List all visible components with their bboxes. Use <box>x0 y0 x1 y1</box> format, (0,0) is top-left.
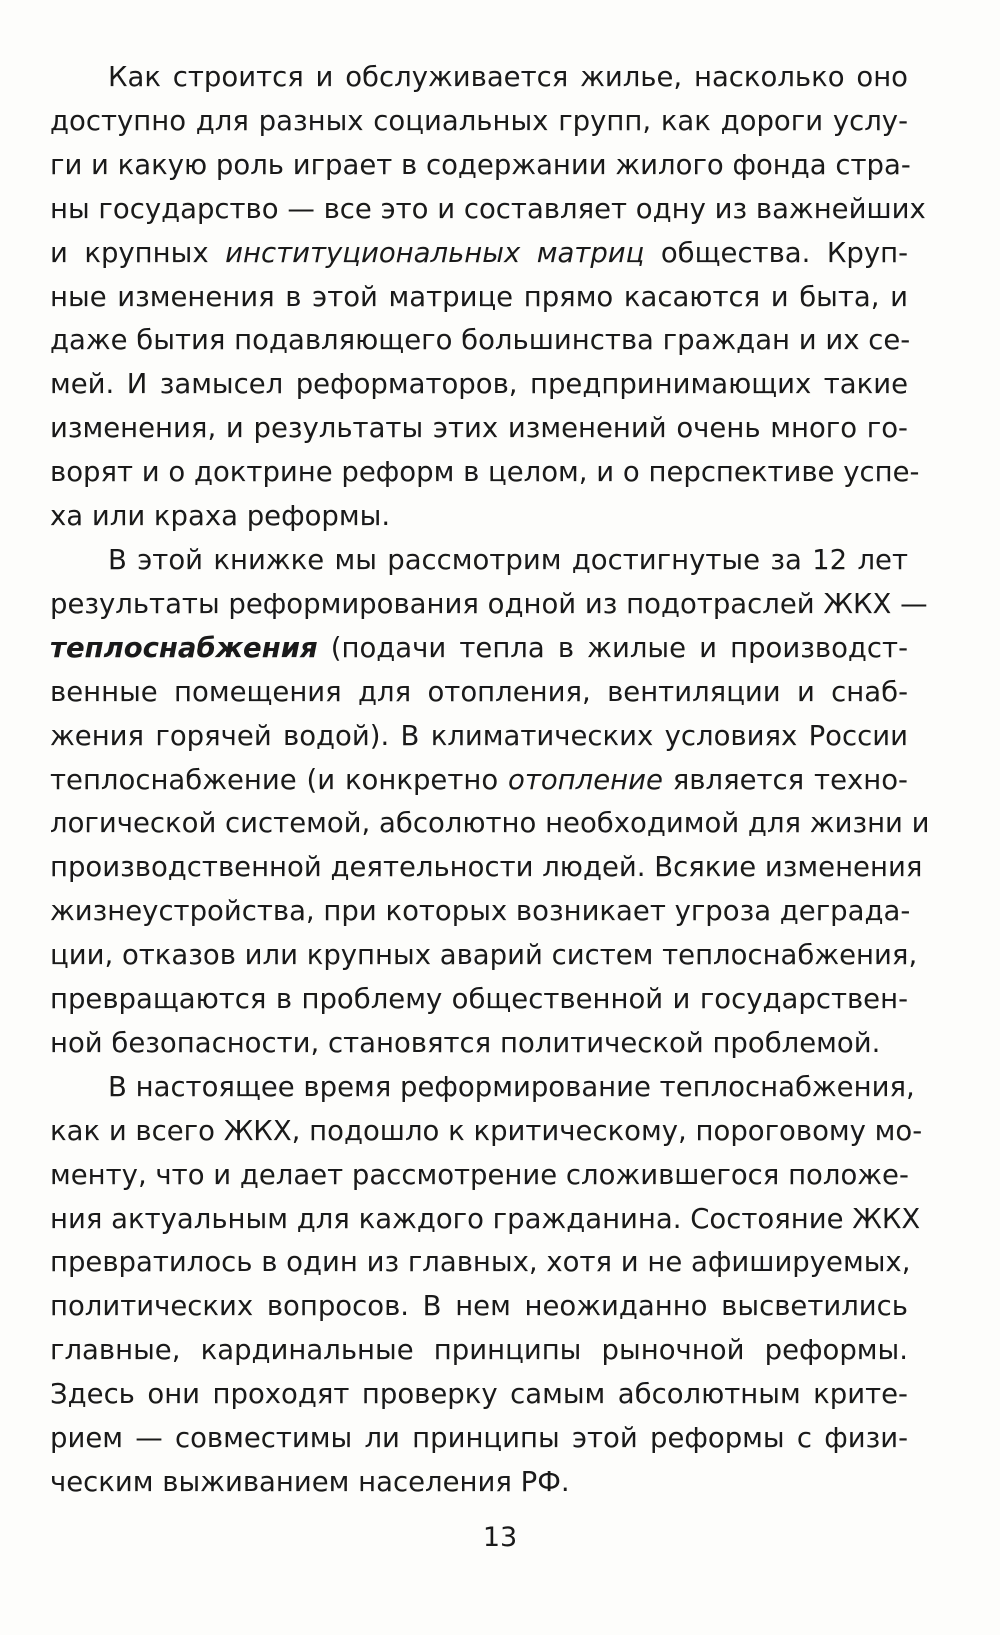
text-line <box>50 188 926 232</box>
text-run: ции, отказов или крупных аварий систем теплоснабжения, <box>50 939 918 972</box>
text-run: общества. Круп- <box>644 236 908 269</box>
text-line <box>50 1022 908 1066</box>
bold-italic-term: теплоснабжения <box>50 631 318 664</box>
text-line <box>50 934 918 978</box>
page-number: 13 <box>482 1522 518 1553</box>
text-run: превращаются в проблему общественной и государствен- <box>50 983 908 1016</box>
text-line <box>50 1329 908 1373</box>
text-run: Как строится и обслуживается жилье, насколько оно <box>108 61 908 93</box>
text-line <box>50 583 928 627</box>
text-line <box>50 407 908 451</box>
text-run: (подачи тепла в жилые и производст- <box>317 631 908 664</box>
text-run: ные изменения в этой матрице прямо касаются и быта, и <box>50 280 908 313</box>
text-run: даже бытия подавляющего большинства граждан и их се- <box>50 324 911 357</box>
text-line <box>50 1154 908 1198</box>
paragraph <box>50 56 926 539</box>
text-line <box>50 627 908 671</box>
text-line <box>50 451 920 495</box>
text-run: менту, что и делает рассмотрение сложившегося положе- <box>50 1158 909 1191</box>
text-line <box>50 144 911 188</box>
text-run: ха или краха реформы. <box>50 500 391 533</box>
text-run: ной безопасности, становятся политической проблемой. <box>50 1026 881 1059</box>
text-run: изменения, и результаты этих изменений очень много го- <box>50 412 908 445</box>
text-line <box>50 319 911 363</box>
text-line <box>50 232 908 276</box>
text-run: политических вопросов. В нем неожиданно высветились <box>50 1290 908 1323</box>
text-run: ворят и о доктрине реформ в целом, и о перспективе успе- <box>50 456 920 489</box>
italic-term: институциональных матриц <box>225 236 645 269</box>
text-run: является техно- <box>662 763 908 796</box>
text-line <box>50 1110 923 1154</box>
text-line <box>50 1241 911 1285</box>
text-run: венные помещения для отопления, вентиляции и снаб- <box>50 675 908 708</box>
text-line <box>50 1285 908 1329</box>
text-line <box>50 100 908 144</box>
text-line <box>50 1417 908 1461</box>
text-run: рием — совместимы ли принципы этой реформы с физи- <box>50 1422 908 1455</box>
text-line <box>50 715 908 759</box>
text-run: превратилось в один из главных, хотя и не афишируемых, <box>50 1246 911 1279</box>
text-line <box>50 495 908 539</box>
text-run: главные, кардинальные принципы рыночной реформы. <box>50 1334 908 1367</box>
paragraph <box>50 1066 923 1505</box>
text-run: производственной деятельности людей. Всякие изменения <box>50 851 923 884</box>
text-run: В настоящее время реформирование теплоснабжения, <box>108 1070 915 1103</box>
text-line <box>50 363 908 407</box>
paragraph <box>50 539 930 1066</box>
text-line <box>50 539 908 583</box>
text-line <box>50 802 930 846</box>
text-line <box>50 1373 908 1417</box>
text-run: Здесь они проходят проверку самым абсолютным крите- <box>50 1378 908 1411</box>
text-line <box>50 1066 915 1110</box>
text-line <box>50 671 908 715</box>
text-run: логической системой, абсолютно необходимой для жизни и <box>50 807 930 840</box>
text-run: ги и какую роль играет в содержании жилого фонда стра- <box>50 148 911 181</box>
text-line <box>50 56 908 100</box>
text-run: результаты реформирования одной из подотраслей ЖКХ — <box>50 587 928 620</box>
body-text <box>50 56 930 1505</box>
text-run: мей. И замысел реформаторов, предпринимающих такие <box>50 368 908 401</box>
text-run: В этой книжке мы рассмотрим достигнутые за 12 лет <box>108 543 908 576</box>
text-line <box>50 759 908 803</box>
text-run: как и всего ЖКХ, подошло к критическому, пороговому мо- <box>50 1114 923 1147</box>
text-run: жизнеустройства, при которых возникает угроза деграда- <box>50 895 911 928</box>
text-run: ны государство — все это и составляет одну из важнейших <box>50 192 926 225</box>
text-line <box>50 846 923 890</box>
text-line <box>50 1198 921 1242</box>
text-run: теплоснабжение (и конкретно <box>50 763 508 796</box>
text-line <box>50 890 911 934</box>
text-run: ческим выживанием населения РФ. <box>50 1466 570 1498</box>
text-run: и крупных <box>50 236 226 269</box>
text-run: доступно для разных социальных групп, как дороги услу- <box>50 104 908 137</box>
text-run: жения горячей водой). В климатических условиях России <box>50 719 908 752</box>
text-line <box>50 276 908 320</box>
text-line <box>50 1461 908 1505</box>
text-run: ния актуальным для каждого гражданина. Состояние ЖКХ <box>50 1202 921 1235</box>
text-line <box>50 978 908 1022</box>
italic-term: отопление <box>508 763 663 796</box>
